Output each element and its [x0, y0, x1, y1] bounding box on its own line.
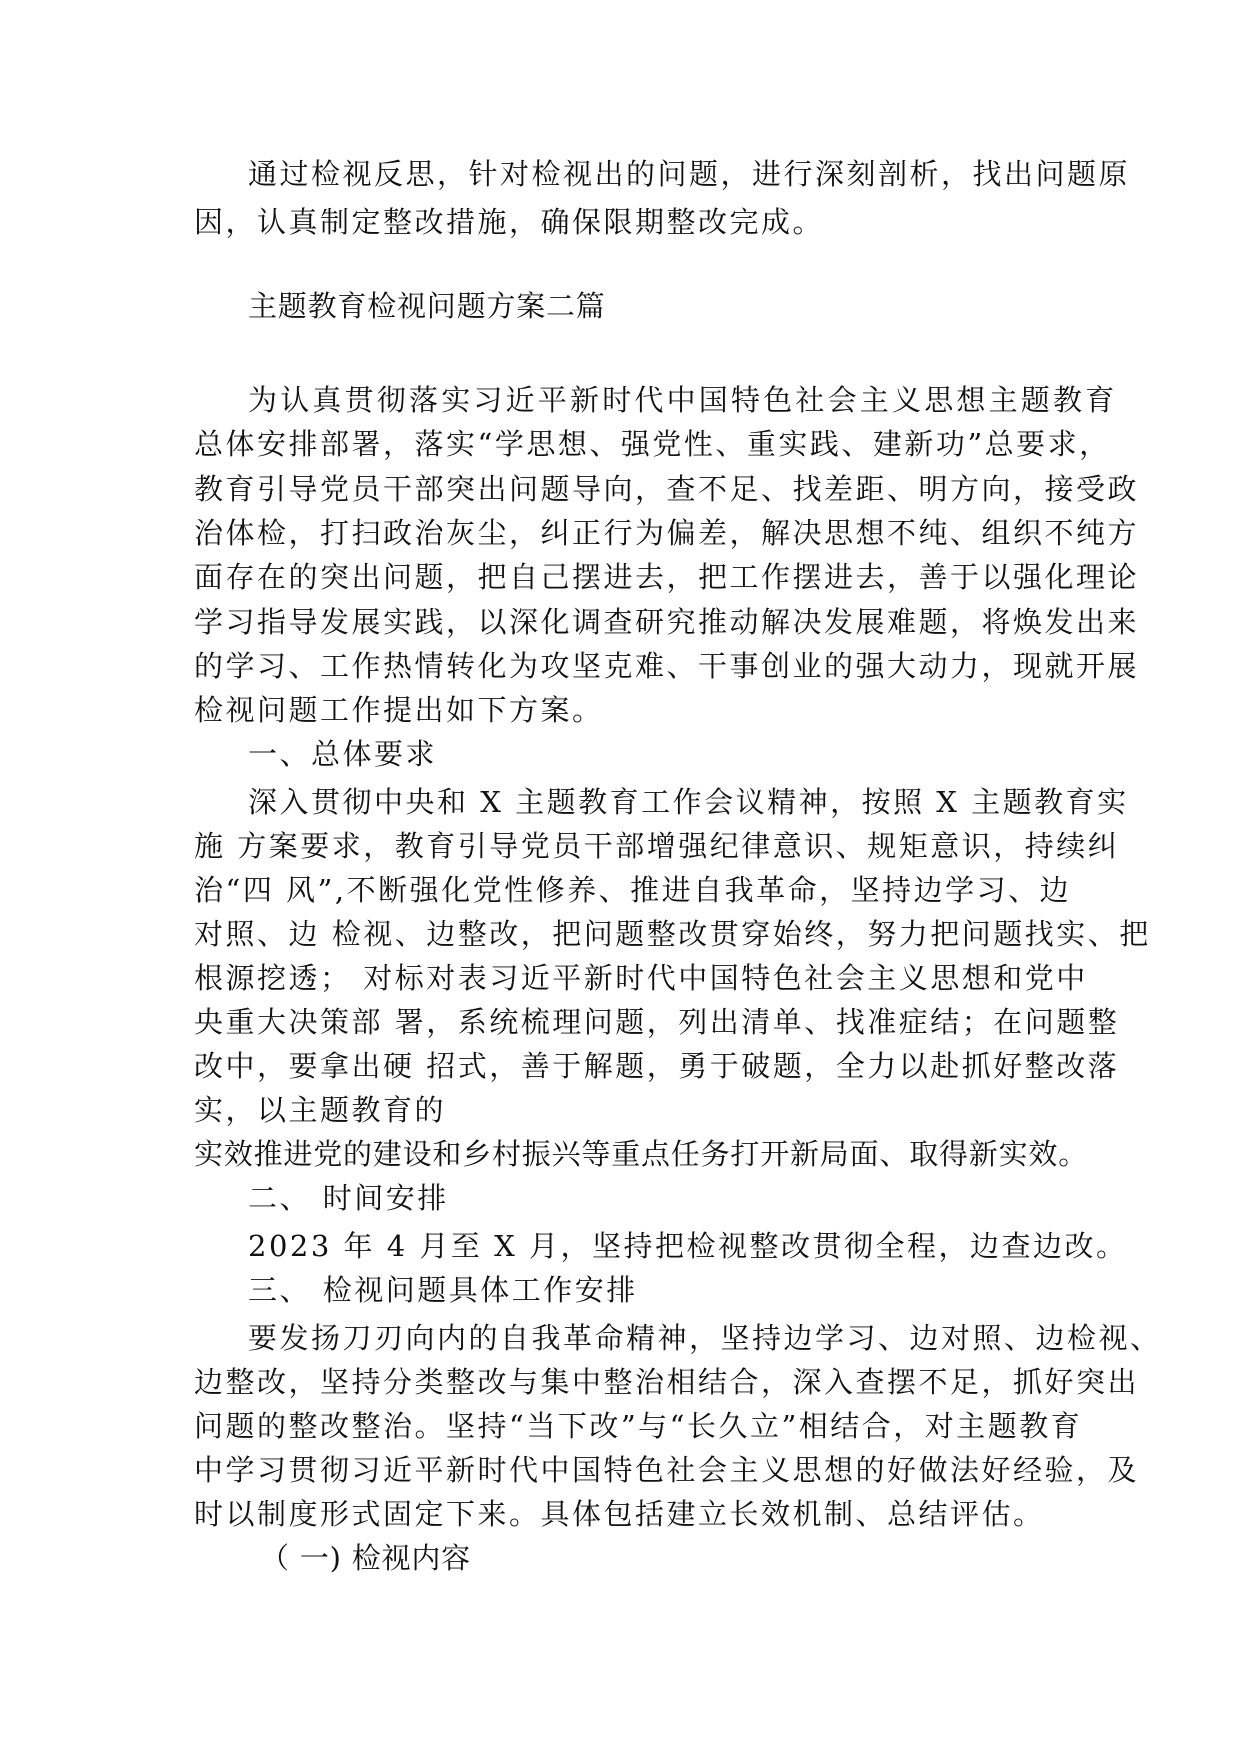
section1-line-4: 对照、边 检视、边整改，把问题整改贯穿始终，努力把问题找实、把 — [194, 917, 1151, 951]
preface-line-3: 教育引导党员干部突出问题导向，查不足、找差距、明方向，接受政 — [194, 472, 1140, 506]
section3-line-1: 要发扬刀刃向内的自我革命精神，坚持边学习、边对照、边检视、 — [248, 1321, 1162, 1355]
preface-line-1: 为认真贯彻落实习近平新时代中国特色社会主义思想主题教育 — [248, 383, 1118, 417]
preface-line-2: 总体安排部署，落实“学思想、强党性、重实践、建新功”总要求， — [194, 427, 1111, 461]
section2-heading: 二、 时间安排 — [248, 1181, 449, 1215]
section2-line: 2023 年 4 月至 X 月，坚持把检视整改贯彻全程，边查边改。 — [248, 1229, 1128, 1263]
section1-line-5: 根源挖透； 对标对表习近平新时代中国特色社会主义思想和党中 — [194, 961, 1088, 995]
intro-line-1: 通过检视反思，针对检视出的问题，进行深刻剖析，找出问题原 — [248, 157, 1131, 191]
section3-line-3: 问题的整改整治。坚持“当下改”与“长久立”相结合，对主题教育 — [194, 1409, 1083, 1443]
preface-line-6: 学习指导发展实践，以深化调查研究推动解决发展难题，将焕发出来 — [194, 605, 1140, 639]
section1-line-8: 实，以主题教育的 — [194, 1093, 447, 1127]
section1-line-7: 改中，要拿出硬 招式，善于解题，勇于破题，全力以赴抓好整改落 — [194, 1049, 1120, 1083]
section3-line-2: 边整改，坚持分类整改与集中整治相结合，深入查摆不足，抓好突出 — [194, 1365, 1140, 1399]
preface-line-4: 治体检，打扫政治灰尘，纠正行为偏差，解决思想不纯、组织不纯方 — [194, 516, 1140, 550]
section1-line-9: 实效推进党的建设和乡村振兴等重点任务打开新局面、取得新实效。 — [194, 1137, 1089, 1171]
section1-line-2: 施 方案要求，教育引导党员干部增强纪律意识、规矩意识，持续纠 — [194, 829, 1120, 863]
preface-line-7: 的学习、工作热情转化为攻坚克难、干事创业的强大动力，现就开展 — [194, 649, 1140, 683]
document-title: 主题教育检视问题方案二篇 — [248, 289, 606, 323]
section1-heading: 一、总体要求 — [248, 737, 438, 771]
preface-line-5: 面存在的突出问题，把自己摆进去，把工作摆进去，善于以强化理论 — [194, 560, 1140, 594]
section3-line-5: 时以制度形式固定下来。具体包括建立长效机制、总结评估。 — [194, 1497, 1045, 1531]
section1-line-6: 央重大决策部 署，系统梳理问题，列出清单、找准症结；在问题整 — [194, 1005, 1120, 1039]
section3-heading: 三、 检视问题具体工作安排 — [248, 1273, 638, 1307]
section1-line-3: 治“四 风”,不断强化党性修养、推进自我革命，坚持边学习、边 — [194, 873, 1072, 907]
preface-line-8: 检视问题工作提出如下方案。 — [194, 693, 604, 727]
section3-line-4: 中学习贯彻习近平新时代中国特色社会主义思想的好做法好经验，及 — [194, 1453, 1140, 1487]
section3-subheading: （ 一) 检视内容 — [260, 1541, 471, 1575]
section1-line-1: 深入贯彻中央和 X 主题教育工作会议精神，按照 X 主题教育实 — [248, 785, 1129, 819]
intro-line-2: 因，认真制定整改措施，确保限期整改完成。 — [194, 205, 825, 239]
